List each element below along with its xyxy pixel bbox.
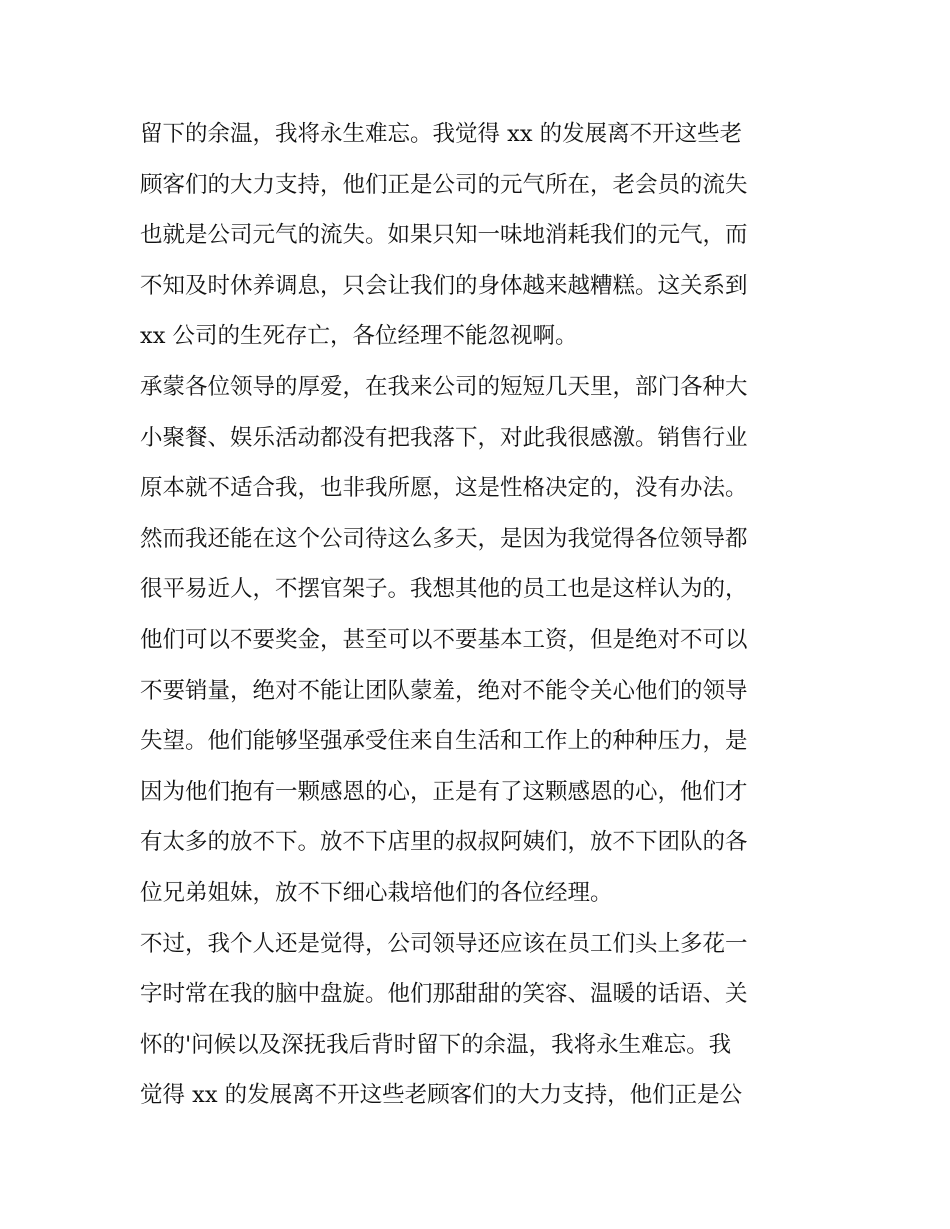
text-line: 原本就不适合我，也非我所愿，这是性格决定的，没有办法。 (140, 475, 748, 502)
text-line: 很平易近人，不摆官架子。我想其他的员工也是这样认为的， (140, 576, 748, 603)
text-line: 字时常在我的脑中盘旋。他们那甜甜的笑容、温暖的话语、关 (140, 981, 748, 1008)
text-line: 然而我还能在这个公司待这么多天，是因为我觉得各位领导都 (140, 525, 748, 552)
text-line: 觉得 xx 的发展离不开这些老顾客们的大力支持，他们正是公 (140, 1082, 743, 1109)
text-line: 也就是公司元气的流失。如果只知一味地消耗我们的元气，而 (140, 222, 748, 249)
text-line: 因为他们抱有一颗感恩的心，正是有了这颗感恩的心，他们才 (140, 778, 748, 805)
text-line: 有太多的放不下。放不下店里的叔叔阿姨们，放不下团队的各 (140, 829, 748, 856)
text-line: 不过，我个人还是觉得，公司领导还应该在员工们头上多花一 (140, 930, 748, 957)
text-line: 顾客们的大力支持，他们正是公司的元气所在，老会员的流失 (140, 171, 748, 198)
text-line: 小聚餐、娱乐活动都没有把我落下，对此我很感激。销售行业 (140, 424, 748, 451)
text-line: 不知及时休养调息，只会让我们的身体越来越糟糕。这关系到 (140, 272, 748, 299)
text-line: 位兄弟姐妹，放不下细心栽培他们的各位经理。 (140, 879, 613, 906)
text-line: 失望。他们能够坚强承受住来自生活和工作上的种种压力，是 (140, 728, 748, 755)
text-line: 不要销量，绝对不能让团队蒙羞，绝对不能令关心他们的领导 (140, 677, 748, 704)
text-line: 他们可以不要奖金，甚至可以不要基本工资，但是绝对不可以 (140, 626, 748, 653)
text-line: 留下的余温，我将永生难忘。我觉得 xx 的发展离不开这些老 (140, 121, 743, 147)
text-line: xx 公司的生死存亡，各位经理不能忽视啊。 (140, 323, 578, 350)
text-line: 怀的'问候以及深抚我后背时留下的余温，我将永生难忘。我 (140, 1031, 732, 1058)
text-line: 承蒙各位领导的厚爱，在我来公司的短短几天里，部门各种大 (140, 373, 748, 400)
document-body (140, 109, 820, 1121)
